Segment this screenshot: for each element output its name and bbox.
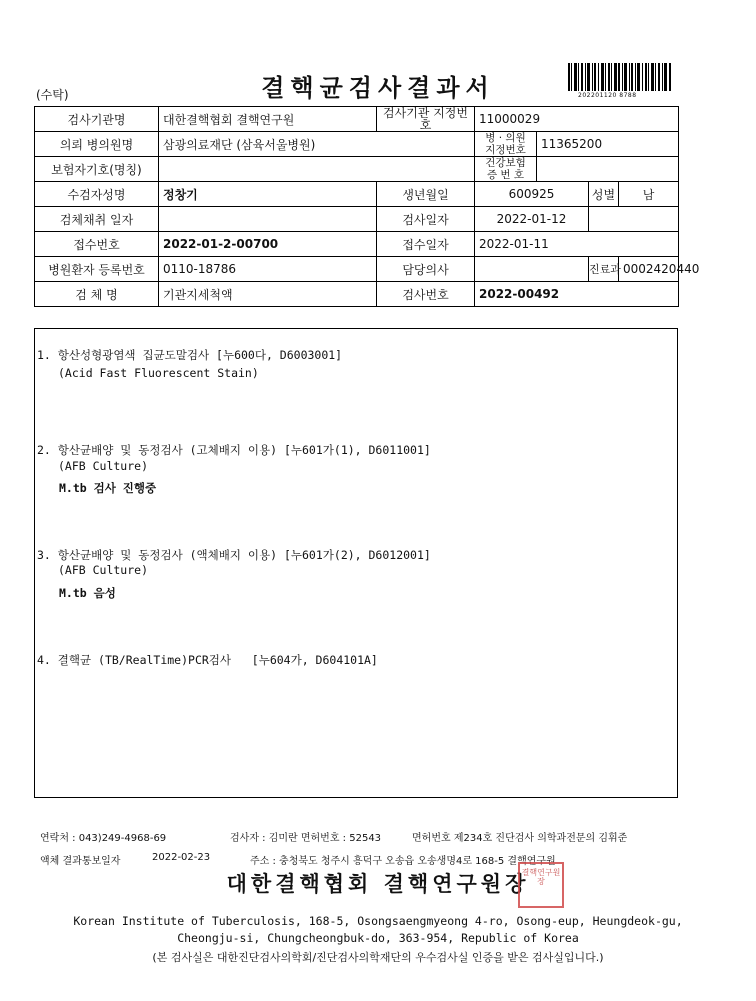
hospital-code-label: 병 · 의원 지정번호 xyxy=(475,132,537,157)
receipt-date-value: 2022-01-11 xyxy=(475,232,679,257)
exam-date-label: 검사일자 xyxy=(377,207,475,232)
result-3-title: 3. 항산균배양 및 동정검사 (액체배지 이용) [누601가(2), D6012001] xyxy=(37,548,431,562)
exam-no-label: 검사번호 xyxy=(377,282,475,307)
sex-label: 성별 xyxy=(589,182,619,207)
result-1-title: 1. 항산성형광염색 집균도말검사 [누600다, D6003001] xyxy=(37,348,343,362)
doctor-label: 담당의사 xyxy=(377,257,475,282)
certification-note: (본 검사실은 대한진단검사의학회/진단검사의학재단의 우수검사실 인증을 받은 검사실입니다.) xyxy=(152,951,604,964)
agency-code-value: 11000029 xyxy=(475,107,679,132)
document-title: 결핵균검사결과서 xyxy=(261,73,495,102)
birth-value: 600925 xyxy=(475,182,589,207)
hospital-code-value: 11365200 xyxy=(537,132,679,157)
institute-name-kr: 대한결핵협회 결핵연구원장 xyxy=(226,871,530,896)
agency-value: 대한결핵협회 결핵연구원 xyxy=(159,107,377,132)
examiner-info: 검사자 : 김미란 면허번호 : 52543 xyxy=(230,833,382,844)
collect-date-label: 검체채취 일자 xyxy=(35,207,159,232)
result-3-value: M.tb 음성 xyxy=(59,586,116,600)
dept-value: 0002420440 xyxy=(619,257,679,282)
receipt-date-label: 접수일자 xyxy=(377,232,475,257)
result-2-title: 2. 항산균배양 및 동정검사 (고체배지 이용) [누601가(1), D6011001] xyxy=(37,443,431,457)
official-seal: 결핵연구원장 xyxy=(518,862,564,908)
hospital-reg-label: 병원환자 등록번호 xyxy=(35,257,159,282)
notice-date: 2022-02-23 xyxy=(152,852,211,863)
hospital-label: 의뢰 병의원명 xyxy=(35,132,159,157)
result-2-sub: (AFB Culture) xyxy=(58,459,149,473)
specialist-info: 면허번호 제234호 진단검사 의학과전문의 김휘준 xyxy=(412,833,628,844)
receipt-no-value: 2022-01-2-00700 xyxy=(159,232,377,257)
result-3-sub: (AFB Culture) xyxy=(58,563,149,577)
barcode xyxy=(568,63,672,91)
exam-date-value: 2022-01-12 xyxy=(475,207,589,232)
specimen-label: 검 체 명 xyxy=(35,282,159,307)
patient-info-table xyxy=(34,106,700,307)
results-panel xyxy=(34,328,678,798)
dept-label: 진료과 xyxy=(589,257,619,282)
patient-name-label: 수검자성명 xyxy=(35,182,159,207)
sex-value: 남 xyxy=(619,182,679,207)
birth-label: 생년월일 xyxy=(377,182,475,207)
agency-code-label: 검사기관 지정번호 xyxy=(377,107,475,132)
institute-address-en-2: Cheongju-si, Chungcheongbuk-do, 363-954, Republic of Korea xyxy=(177,931,579,945)
result-2-value: M.tb 검사 진행중 xyxy=(59,481,157,495)
health-insurance-value xyxy=(537,157,679,182)
barcode-number: 202201120 8788 xyxy=(578,92,637,99)
health-insurance-label: 건강보험 증 번 호 xyxy=(475,157,537,182)
result-4-title: 4. 결핵균 (TB/RealTime)PCR검사 [누604가, D604101A] xyxy=(37,653,378,667)
exam-no-value: 2022-00492 xyxy=(475,282,679,307)
address: 주소 : 충청북도 청주시 흥덕구 오송읍 오송생명4로 168-5 결핵연구원 xyxy=(250,856,556,867)
notice-date-label: 액체 결과통보일자 xyxy=(40,856,121,867)
agency-label: 검사기관명 xyxy=(35,107,159,132)
insured-label: 보험자기호(명칭) xyxy=(35,157,159,182)
institute-address-en-1: Korean Institute of Tuberculosis, 168-5, Osongsaengmyeong 4-ro, Osong-eup, Heungdeok-gu, xyxy=(73,914,683,928)
result-1-sub: (Acid Fast Fluorescent Stain) xyxy=(58,366,259,380)
specimen-value: 기관지세척액 xyxy=(159,282,377,307)
hospital-reg-value: 0110-18786 xyxy=(159,257,377,282)
doctor-value xyxy=(475,257,589,282)
receipt-no-label: 접수번호 xyxy=(35,232,159,257)
hospital-value: 삼광의료재단 (삼육서울병원) xyxy=(159,132,475,157)
request-type-label: (수탁) xyxy=(36,88,69,102)
patient-name: 정창기 xyxy=(159,182,377,207)
collect-date-value xyxy=(159,207,377,232)
insured-value xyxy=(159,157,475,182)
contact-info: 연락처 : 043)249-4968-69 xyxy=(40,833,167,844)
